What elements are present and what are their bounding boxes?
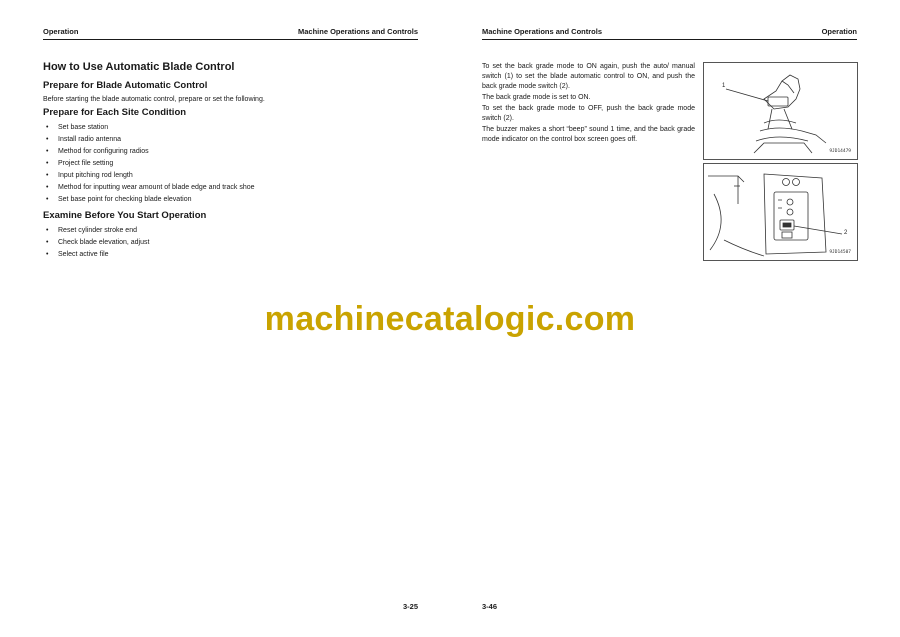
list-item: • Project file setting: [43, 158, 418, 170]
paragraph: The buzzer makes a short “beep” sound 1 time, and the back grade mode indicator on the control box screen goes off.: [482, 126, 695, 143]
examine-list: [43, 225, 418, 261]
list-item: • Input pitching rod length: [43, 170, 418, 182]
header-rule: [482, 39, 857, 40]
watermark: machinecatalogic.com: [264, 300, 636, 338]
figure-callout-1: 1: [722, 83, 726, 89]
page-number: 3-25: [402, 602, 418, 611]
page-title: How to Use Automatic Blade Control: [43, 61, 235, 73]
figure-code: 9JD14507: [829, 250, 851, 255]
page-number: 3-46: [482, 602, 498, 611]
section-intro-text: Before starting the blade automatic control, prepare or set the following.: [43, 96, 265, 103]
figure-code: 9JD14479: [829, 149, 851, 154]
list-item: • Select active file: [43, 249, 418, 261]
section-heading-site-condition: Prepare for Each Site Condition: [43, 107, 187, 118]
section-heading-prepare-blade: Prepare for Blade Automatic Control: [43, 80, 208, 91]
header-section-label: Operation: [43, 27, 79, 36]
list-item: • Method for inputting wear amount of blade edge and track shoe: [43, 182, 418, 194]
paragraph: To set the back grade mode to OFF, push the back grade mode switch (2).: [482, 105, 695, 122]
header-chapter-title: Machine Operations and Controls: [482, 27, 603, 36]
site-condition-list: [43, 122, 418, 206]
control-panel-illustration: [704, 164, 857, 260]
paragraph: To set the back grade mode to ON again, push the auto/ manual switch (1) to set the blade automatic control to ON, and push the back grade mode switch (2).: [482, 63, 695, 90]
list-item: • Reset cylinder stroke end: [43, 225, 418, 237]
header-chapter-title: Machine Operations and Controls: [297, 27, 418, 36]
right-page-header: [482, 27, 857, 39]
list-item: • Check blade elevation, adjust: [43, 237, 418, 249]
list-item: • Set base station: [43, 122, 418, 134]
left-page-body: [43, 60, 418, 265]
paragraph: The back grade mode is set to ON.: [482, 94, 591, 101]
figure-callout-2: 2: [844, 230, 848, 236]
list-item: • Set base point for checking blade elevation: [43, 194, 418, 206]
figure-joystick: [703, 62, 858, 160]
right-page-body: [482, 62, 695, 146]
list-item: • Method for configuring radios: [43, 146, 418, 158]
list-item: • Install radio antenna: [43, 134, 418, 146]
joystick-illustration: [704, 63, 857, 159]
header-rule: [43, 39, 418, 40]
section-heading-examine: Examine Before You Start Operation: [43, 210, 207, 221]
left-page-header: [43, 27, 418, 39]
header-section-label: Operation: [821, 27, 857, 36]
figure-control-panel: [703, 163, 858, 261]
